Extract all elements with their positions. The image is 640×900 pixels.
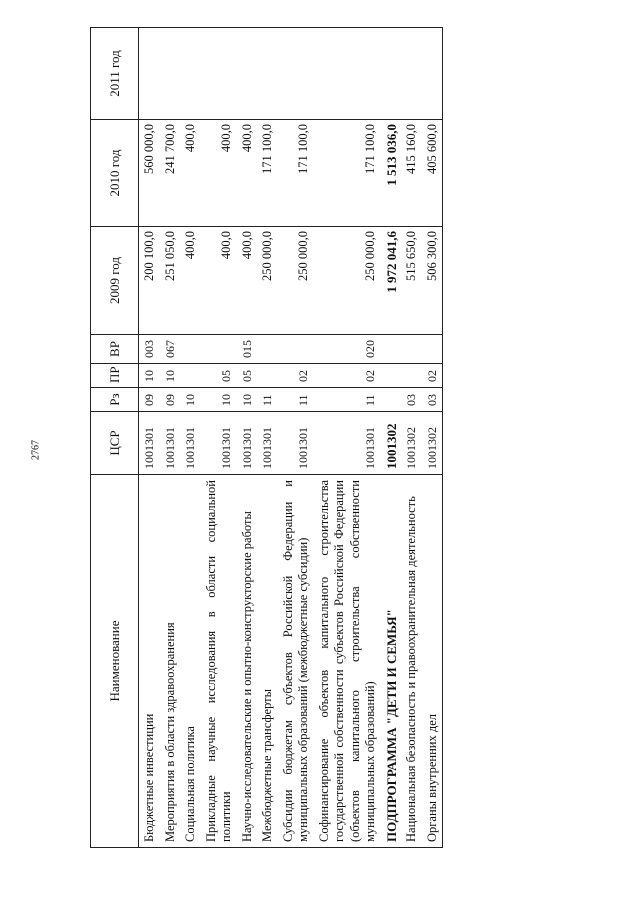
row-2010: 400,0 xyxy=(180,120,201,227)
row-vr xyxy=(278,335,314,364)
row-2009: 250 000,0 xyxy=(314,227,381,335)
row-csr: 1001301 xyxy=(201,412,237,475)
row-name: Мероприятия в области здравоохранения xyxy=(160,475,181,848)
row-rz: 10 xyxy=(201,388,237,412)
header-2010: 2010 год xyxy=(91,120,139,227)
row-vr: 003 xyxy=(139,335,160,364)
row-2009: 250 000,0 xyxy=(278,227,314,335)
page-number: 2767 xyxy=(30,440,42,460)
row-2009: 1 972 041,6 xyxy=(381,227,402,335)
row-rz: 09 xyxy=(139,388,160,412)
row-name: Бюджетные инвестиции xyxy=(139,475,160,848)
row-name: Национальная безопасность и правоохранительная деятельность xyxy=(401,475,422,848)
table-row xyxy=(257,28,278,848)
row-2010: 400,0 xyxy=(201,120,237,227)
row-csr: 1001301 xyxy=(237,412,258,475)
row-pr: 02 xyxy=(422,364,443,388)
row-2011 xyxy=(401,28,422,120)
row-name: Субсидии бюджетам субъектов Российской Федерации и муниципальных образований (межбюджетные субсидии) xyxy=(278,475,314,848)
row-csr: 1001302 xyxy=(381,412,402,475)
header-csr: ЦСР xyxy=(91,412,139,475)
row-rz: 11 xyxy=(314,388,381,412)
row-name: Социальная политика xyxy=(180,475,201,848)
row-vr: 020 xyxy=(314,335,381,364)
header-name: Наименование xyxy=(91,475,139,848)
row-2010: 1 513 036,0 xyxy=(381,120,402,227)
row-name: Межбюджетные трансферты xyxy=(257,475,278,848)
header-rz: Рз xyxy=(91,388,139,412)
row-pr xyxy=(381,364,402,388)
row-2010: 400,0 xyxy=(237,120,258,227)
row-2011 xyxy=(278,28,314,120)
row-csr: 1001301 xyxy=(160,412,181,475)
row-csr: 1001302 xyxy=(422,412,443,475)
row-rz: 11 xyxy=(257,388,278,412)
row-2011 xyxy=(314,28,381,120)
header-2009: 2009 год xyxy=(91,227,139,335)
row-2011 xyxy=(201,28,237,120)
row-rz: 03 xyxy=(422,388,443,412)
row-csr: 1001302 xyxy=(401,412,422,475)
row-csr: 1001301 xyxy=(180,412,201,475)
row-2010: 171 100,0 xyxy=(314,120,381,227)
row-2009: 251 050,0 xyxy=(160,227,181,335)
row-vr xyxy=(257,335,278,364)
row-vr: 067 xyxy=(160,335,181,364)
row-vr xyxy=(180,335,201,364)
row-vr xyxy=(422,335,443,364)
row-vr xyxy=(201,335,237,364)
row-2009: 515 650,0 xyxy=(401,227,422,335)
row-vr xyxy=(381,335,402,364)
row-rz: 10 xyxy=(237,388,258,412)
row-2010: 405 600,0 xyxy=(422,120,443,227)
row-2010: 560 000,0 xyxy=(139,120,160,227)
header-pr: ПР xyxy=(91,364,139,388)
row-name: Научно-исследовательские и опытно-конструкторские работы xyxy=(237,475,258,848)
row-pr xyxy=(401,364,422,388)
rotated-table-wrapper xyxy=(90,28,580,848)
header-row xyxy=(91,28,139,848)
row-2009: 400,0 xyxy=(237,227,258,335)
table-header xyxy=(91,28,139,848)
table-row xyxy=(422,28,443,848)
row-2009: 200 100,0 xyxy=(139,227,160,335)
row-name: Софинансирование объектов капитального строительства государственной собственности субъектов Российской Федерации (объектов капитального строительства собственности муниципальных образований) xyxy=(314,475,381,848)
table-row xyxy=(314,28,381,848)
row-csr: 1001301 xyxy=(139,412,160,475)
table-row xyxy=(160,28,181,848)
row-rz: 03 xyxy=(401,388,422,412)
row-2010: 415 160,0 xyxy=(401,120,422,227)
table-row xyxy=(278,28,314,848)
table-body xyxy=(139,28,443,848)
row-2009: 250 000,0 xyxy=(257,227,278,335)
row-csr: 1001301 xyxy=(257,412,278,475)
table-row xyxy=(401,28,422,848)
row-2011 xyxy=(180,28,201,120)
row-2010: 171 100,0 xyxy=(257,120,278,227)
row-2011 xyxy=(237,28,258,120)
table-row xyxy=(237,28,258,848)
row-csr: 1001301 xyxy=(314,412,381,475)
row-csr: 1001301 xyxy=(278,412,314,475)
row-name: ПОДПРОГРАММА "ДЕТИ И СЕМЬЯ" xyxy=(381,475,402,848)
row-pr xyxy=(257,364,278,388)
row-2011 xyxy=(160,28,181,120)
row-2011 xyxy=(257,28,278,120)
row-2011 xyxy=(422,28,443,120)
row-pr: 02 xyxy=(314,364,381,388)
row-pr: 05 xyxy=(237,364,258,388)
row-pr: 10 xyxy=(139,364,160,388)
header-vr: ВР xyxy=(91,335,139,364)
row-vr xyxy=(401,335,422,364)
row-rz: 09 xyxy=(160,388,181,412)
table-row xyxy=(201,28,237,848)
table-row xyxy=(139,28,160,848)
row-pr: 02 xyxy=(278,364,314,388)
row-rz xyxy=(381,388,402,412)
row-2010: 241 700,0 xyxy=(160,120,181,227)
row-rz: 10 xyxy=(180,388,201,412)
table-row xyxy=(381,28,402,848)
row-pr xyxy=(180,364,201,388)
row-name: Органы внутренних дел xyxy=(422,475,443,848)
header-2011: 2011 год xyxy=(91,28,139,120)
row-2010: 171 100,0 xyxy=(278,120,314,227)
table-row xyxy=(180,28,201,848)
row-vr: 015 xyxy=(237,335,258,364)
row-pr: 05 xyxy=(201,364,237,388)
row-2011 xyxy=(139,28,160,120)
row-2011 xyxy=(381,28,402,120)
budget-table xyxy=(90,27,443,848)
row-rz: 11 xyxy=(278,388,314,412)
row-2009: 400,0 xyxy=(201,227,237,335)
row-2009: 506 300,0 xyxy=(422,227,443,335)
row-2009: 400,0 xyxy=(180,227,201,335)
row-pr: 10 xyxy=(160,364,181,388)
row-name: Прикладные научные исследования в области социальной политики xyxy=(201,475,237,848)
